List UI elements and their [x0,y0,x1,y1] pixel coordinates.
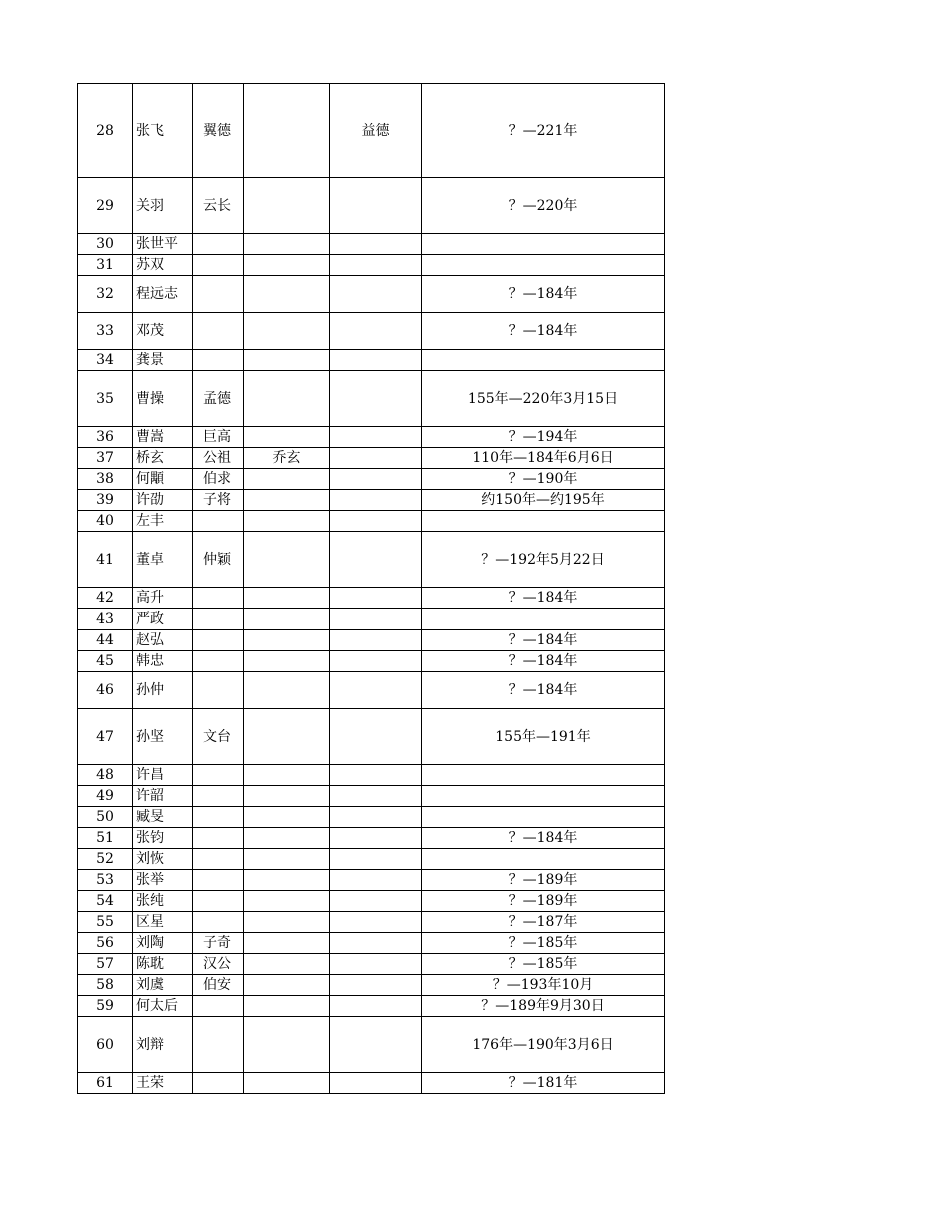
cell-index[interactable]: 33 [78,313,133,350]
cell-name[interactable]: 区星 [133,912,193,933]
cell-lifespan[interactable]: ？—193年10月 [422,975,665,996]
table-row [78,828,665,849]
cell-name[interactable]: 何太后 [133,996,193,1017]
cell-alias[interactable] [244,255,330,276]
cell-alias[interactable] [244,891,330,912]
table-row [78,870,665,891]
cell-courtesy-name[interactable] [193,609,244,630]
cell-other-name[interactable] [330,1073,422,1094]
cell-courtesy-name[interactable] [193,350,244,371]
cell-courtesy-name[interactable] [193,588,244,609]
cell-other-name[interactable] [330,511,422,532]
cell-other-name[interactable] [330,255,422,276]
cell-lifespan[interactable]: ？—184年 [422,828,665,849]
table-row [78,313,665,350]
cell-alias[interactable] [244,912,330,933]
table-row [78,234,665,255]
cell-courtesy-name[interactable]: 云长 [193,178,244,234]
cell-name[interactable]: 曹操 [133,371,193,427]
cell-name[interactable]: 张举 [133,870,193,891]
cell-index[interactable]: 50 [78,807,133,828]
cell-other-name[interactable] [330,954,422,975]
cell-courtesy-name[interactable] [193,234,244,255]
cell-alias[interactable] [244,490,330,511]
table-row [78,1017,665,1073]
cell-lifespan[interactable]: 155年—220年3月15日 [422,371,665,427]
cell-name[interactable]: 董卓 [133,532,193,588]
cell-other-name[interactable] [330,933,422,954]
cell-name[interactable]: 许韶 [133,786,193,807]
cell-index[interactable]: 49 [78,786,133,807]
cell-courtesy-name[interactable]: 汉公 [193,954,244,975]
cell-other-name[interactable] [330,996,422,1017]
cell-alias[interactable] [244,765,330,786]
cell-alias[interactable] [244,371,330,427]
cell-other-name[interactable] [330,807,422,828]
cell-name[interactable]: 孙坚 [133,709,193,765]
cell-other-name[interactable] [330,371,422,427]
cell-index[interactable]: 40 [78,511,133,532]
cell-alias[interactable] [244,84,330,178]
cell-alias[interactable] [244,672,330,709]
cell-name[interactable]: 严政 [133,609,193,630]
cell-index[interactable]: 32 [78,276,133,313]
cell-lifespan[interactable]: ？—184年 [422,651,665,672]
cell-index[interactable]: 55 [78,912,133,933]
cell-lifespan[interactable] [422,609,665,630]
cell-name[interactable]: 张钧 [133,828,193,849]
cell-other-name[interactable] [330,469,422,490]
cell-lifespan[interactable]: ？—184年 [422,672,665,709]
cell-lifespan[interactable] [422,786,665,807]
table-row [78,511,665,532]
cell-index[interactable]: 59 [78,996,133,1017]
cell-name[interactable]: 刘虞 [133,975,193,996]
table-row [78,807,665,828]
cell-other-name[interactable] [330,651,422,672]
cell-alias[interactable] [244,709,330,765]
cell-courtesy-name[interactable]: 巨高 [193,427,244,448]
cell-lifespan[interactable] [422,849,665,870]
cell-courtesy-name[interactable]: 翼德 [193,84,244,178]
cell-name[interactable]: 陈耽 [133,954,193,975]
cell-courtesy-name[interactable] [193,912,244,933]
cell-courtesy-name[interactable]: 仲颖 [193,532,244,588]
cell-lifespan[interactable]: ？—221年 [422,84,665,178]
cell-index[interactable]: 41 [78,532,133,588]
cell-index[interactable]: 47 [78,709,133,765]
cell-lifespan[interactable]: ？—181年 [422,1073,665,1094]
cell-alias[interactable] [244,630,330,651]
cell-index[interactable]: 31 [78,255,133,276]
cell-courtesy-name[interactable] [193,511,244,532]
table-row [78,350,665,371]
table-row [78,996,665,1017]
cell-alias[interactable] [244,234,330,255]
cell-courtesy-name[interactable] [193,849,244,870]
cell-name[interactable]: 许劭 [133,490,193,511]
cell-index[interactable]: 38 [78,469,133,490]
cell-courtesy-name[interactable] [193,651,244,672]
cell-name[interactable]: 张世平 [133,234,193,255]
cell-courtesy-name[interactable] [193,786,244,807]
cell-other-name[interactable] [330,532,422,588]
cell-alias[interactable] [244,178,330,234]
cell-lifespan[interactable]: ？—189年 [422,870,665,891]
cell-other-name[interactable] [330,609,422,630]
cell-index[interactable]: 28 [78,84,133,178]
cell-courtesy-name[interactable] [193,1073,244,1094]
cell-courtesy-name[interactable] [193,807,244,828]
cell-lifespan[interactable] [422,807,665,828]
cell-index[interactable]: 39 [78,490,133,511]
cell-index[interactable]: 34 [78,350,133,371]
cell-name[interactable]: 刘陶 [133,933,193,954]
cell-other-name[interactable] [330,849,422,870]
cell-courtesy-name[interactable] [193,891,244,912]
cell-lifespan[interactable]: ？—194年 [422,427,665,448]
cell-alias[interactable] [244,276,330,313]
table-row [78,954,665,975]
cell-index[interactable]: 48 [78,765,133,786]
cell-other-name[interactable] [330,630,422,651]
cell-other-name[interactable] [330,1017,422,1073]
cell-name[interactable]: 许昌 [133,765,193,786]
table-row [78,933,665,954]
cell-name[interactable]: 王荣 [133,1073,193,1094]
cell-courtesy-name[interactable]: 公祖 [193,448,244,469]
cell-lifespan[interactable]: 110年—184年6月6日 [422,448,665,469]
cell-lifespan[interactable]: ？—189年 [422,891,665,912]
cell-alias[interactable] [244,511,330,532]
cell-index[interactable]: 42 [78,588,133,609]
cell-alias[interactable] [244,469,330,490]
table-row [78,651,665,672]
cell-other-name[interactable] [330,786,422,807]
cell-index[interactable]: 29 [78,178,133,234]
cell-index[interactable]: 44 [78,630,133,651]
table-row [78,490,665,511]
cell-lifespan[interactable]: ？—192年5月22日 [422,532,665,588]
table-row [78,178,665,234]
cell-index[interactable]: 54 [78,891,133,912]
cell-courtesy-name[interactable] [193,255,244,276]
cell-other-name[interactable] [330,975,422,996]
cell-name[interactable]: 关羽 [133,178,193,234]
cell-name[interactable]: 程远志 [133,276,193,313]
cell-index[interactable]: 30 [78,234,133,255]
cell-courtesy-name[interactable] [193,1017,244,1073]
cell-other-name[interactable] [330,234,422,255]
cell-other-name[interactable] [330,178,422,234]
table-row [78,630,665,651]
cell-other-name[interactable] [330,765,422,786]
cell-name[interactable]: 苏双 [133,255,193,276]
cell-courtesy-name[interactable] [193,996,244,1017]
cell-lifespan[interactable]: 约150年—约195年 [422,490,665,511]
cell-other-name[interactable] [330,427,422,448]
cell-courtesy-name[interactable] [193,276,244,313]
cell-name[interactable]: 臧旻 [133,807,193,828]
cell-courtesy-name[interactable]: 伯求 [193,469,244,490]
cell-lifespan[interactable]: ？—190年 [422,469,665,490]
cell-alias[interactable] [244,996,330,1017]
cell-alias[interactable] [244,609,330,630]
cell-index[interactable]: 36 [78,427,133,448]
cell-name[interactable]: 左丰 [133,511,193,532]
cell-other-name[interactable] [330,870,422,891]
cell-lifespan[interactable]: ？—184年 [422,630,665,651]
cell-courtesy-name[interactable] [193,828,244,849]
cell-alias[interactable] [244,350,330,371]
cell-index[interactable]: 56 [78,933,133,954]
cell-lifespan[interactable] [422,234,665,255]
cell-courtesy-name[interactable]: 子将 [193,490,244,511]
cell-alias[interactable] [244,1017,330,1073]
cell-other-name[interactable] [330,350,422,371]
cell-other-name[interactable]: 益德 [330,84,422,178]
cell-lifespan[interactable]: ？—184年 [422,588,665,609]
cell-courtesy-name[interactable] [193,765,244,786]
cell-name[interactable]: 刘恢 [133,849,193,870]
table-row [78,709,665,765]
cell-alias[interactable] [244,870,330,891]
table-row [78,975,665,996]
cell-name[interactable]: 刘辩 [133,1017,193,1073]
cell-lifespan[interactable] [422,765,665,786]
cell-index[interactable]: 60 [78,1017,133,1073]
cell-other-name[interactable] [330,588,422,609]
cell-name[interactable]: 孙仲 [133,672,193,709]
cell-alias[interactable] [244,786,330,807]
cell-lifespan[interactable]: 176年—190年3月6日 [422,1017,665,1073]
table-row [78,427,665,448]
cell-lifespan[interactable]: ？—185年 [422,933,665,954]
cell-courtesy-name[interactable] [193,630,244,651]
cell-index[interactable]: 52 [78,849,133,870]
table-row [78,371,665,427]
table-body [78,84,665,1094]
table-row [78,276,665,313]
cell-index[interactable]: 58 [78,975,133,996]
cell-alias[interactable] [244,975,330,996]
cell-other-name[interactable] [330,709,422,765]
cell-index[interactable]: 35 [78,371,133,427]
cell-lifespan[interactable]: ？—184年 [422,313,665,350]
table-row [78,765,665,786]
cell-other-name[interactable] [330,828,422,849]
cell-lifespan[interactable]: ？—185年 [422,954,665,975]
cell-index[interactable]: 45 [78,651,133,672]
table-row [78,84,665,178]
cell-name[interactable]: 高升 [133,588,193,609]
table-row [78,255,665,276]
cell-index[interactable]: 37 [78,448,133,469]
cell-alias[interactable] [244,532,330,588]
cell-name[interactable]: 邓茂 [133,313,193,350]
table-row [78,786,665,807]
cell-alias[interactable] [244,651,330,672]
cell-other-name[interactable] [330,448,422,469]
table-row [78,532,665,588]
cell-index[interactable]: 51 [78,828,133,849]
cell-alias[interactable]: 乔玄 [244,448,330,469]
cell-other-name[interactable] [330,490,422,511]
cell-courtesy-name[interactable]: 文台 [193,709,244,765]
cell-alias[interactable] [244,427,330,448]
table-row [78,1073,665,1094]
cell-name[interactable]: 韩忠 [133,651,193,672]
spreadsheet-table [77,83,665,1094]
cell-lifespan[interactable]: ？—187年 [422,912,665,933]
table-row [78,588,665,609]
cell-courtesy-name[interactable] [193,672,244,709]
table-row [78,448,665,469]
cell-alias[interactable] [244,313,330,350]
cell-alias[interactable] [244,828,330,849]
cell-name[interactable]: 何顒 [133,469,193,490]
cell-lifespan[interactable] [422,255,665,276]
cell-alias[interactable] [244,954,330,975]
table-row [78,672,665,709]
cell-alias[interactable] [244,849,330,870]
cell-courtesy-name[interactable]: 孟德 [193,371,244,427]
table-row [78,891,665,912]
table-row [78,849,665,870]
cell-name[interactable]: 龚景 [133,350,193,371]
cell-alias[interactable] [244,588,330,609]
cell-index[interactable]: 43 [78,609,133,630]
cell-name[interactable]: 桥玄 [133,448,193,469]
cell-alias[interactable] [244,1073,330,1094]
cell-alias[interactable] [244,807,330,828]
cell-courtesy-name[interactable] [193,313,244,350]
cell-courtesy-name[interactable] [193,870,244,891]
cell-other-name[interactable] [330,313,422,350]
cell-lifespan[interactable]: ？—189年9月30日 [422,996,665,1017]
cell-index[interactable]: 61 [78,1073,133,1094]
cell-alias[interactable] [244,933,330,954]
cell-other-name[interactable] [330,912,422,933]
cell-name[interactable]: 赵弘 [133,630,193,651]
cell-lifespan[interactable] [422,350,665,371]
cell-index[interactable]: 46 [78,672,133,709]
cell-other-name[interactable] [330,891,422,912]
cell-index[interactable]: 53 [78,870,133,891]
cell-other-name[interactable] [330,276,422,313]
cell-index[interactable]: 57 [78,954,133,975]
table-row [78,609,665,630]
cell-courtesy-name[interactable]: 伯安 [193,975,244,996]
cell-other-name[interactable] [330,672,422,709]
table-row [78,469,665,490]
cell-lifespan[interactable]: ？—220年 [422,178,665,234]
cell-name[interactable]: 张纯 [133,891,193,912]
cell-name[interactable]: 曹嵩 [133,427,193,448]
cell-courtesy-name[interactable]: 子奇 [193,933,244,954]
table-row [78,912,665,933]
cell-lifespan[interactable]: ？—184年 [422,276,665,313]
cell-name[interactable]: 张飞 [133,84,193,178]
cell-lifespan[interactable]: 155年—191年 [422,709,665,765]
cell-lifespan[interactable] [422,511,665,532]
